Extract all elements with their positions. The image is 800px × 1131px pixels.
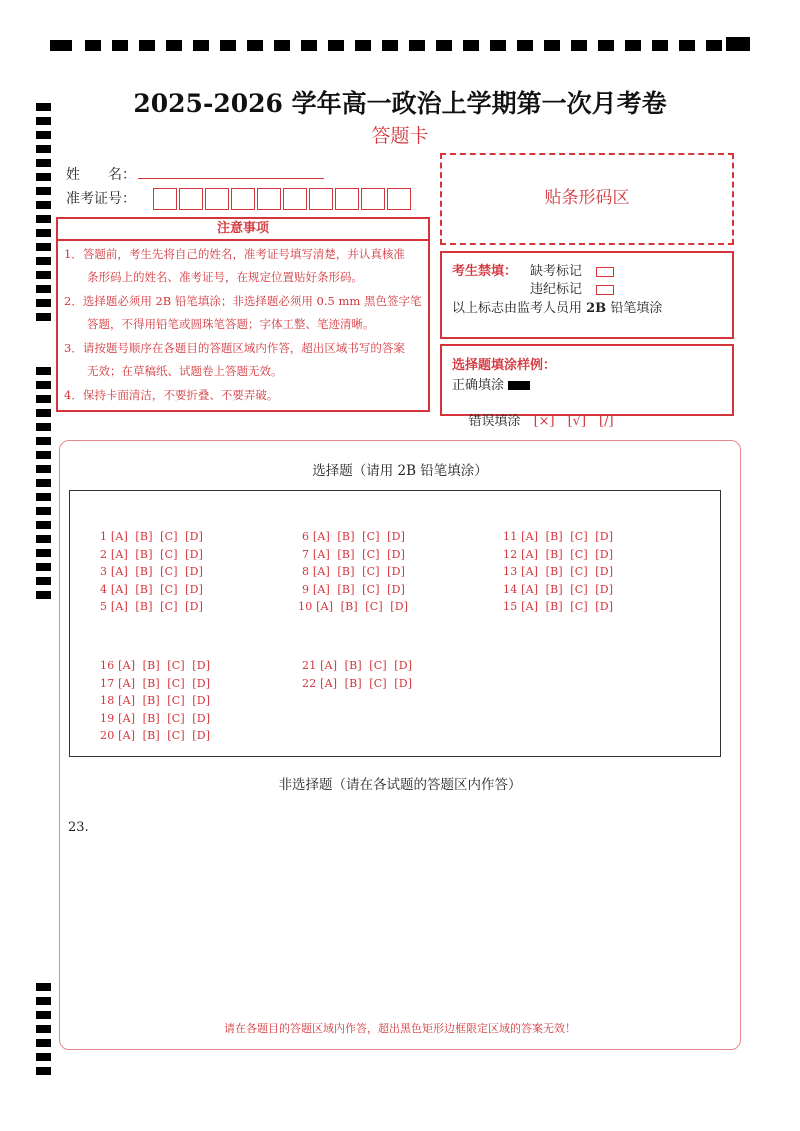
question-row[interactable] — [302, 659, 412, 672]
question-row[interactable] — [302, 565, 405, 578]
exam-id-digit-box[interactable] — [361, 188, 385, 210]
question-number: 14 — [503, 583, 518, 596]
exam-id-label: 准考证号： — [66, 191, 136, 207]
question-number: 12 — [503, 548, 518, 561]
exam-id-digit-box[interactable] — [335, 188, 359, 210]
exam-id-digit-box[interactable] — [387, 188, 411, 210]
exam-id-digit-box[interactable] — [231, 188, 255, 210]
nonchoice-section-title: 非选择题（请在各试题的答题区内作答） — [278, 777, 522, 793]
question-number: 17 — [100, 677, 115, 690]
question-options[interactable]: [A] [B] [C] [D] — [320, 659, 413, 672]
exam-id-digit-box[interactable] — [205, 188, 229, 210]
violation-mark-row — [530, 278, 614, 297]
question-row[interactable] — [503, 583, 613, 596]
question-23-answer-area[interactable] — [64, 840, 734, 1012]
question-number: 8 — [302, 565, 310, 578]
question-row[interactable] — [302, 583, 405, 596]
footer-warning: 请在各题目的答题区域内作答，超出黑色矩形边框限定区域的答案无效！ — [224, 1022, 576, 1035]
question-options[interactable]: [A] [B] [C] [D] — [118, 659, 211, 672]
correct-fill-label: 正确填涂 — [452, 378, 505, 393]
violation-mark-box[interactable] — [596, 285, 614, 295]
question-number: 16 — [100, 659, 115, 672]
question-row[interactable] — [298, 600, 408, 613]
violation-mark-label: 违纪标记 — [530, 282, 583, 297]
question-number: 6 — [302, 530, 310, 543]
question-number: 19 — [100, 712, 115, 725]
question-number: 15 — [503, 600, 518, 613]
question-options[interactable]: [A] [B] [C] [D] — [110, 530, 204, 543]
question-row[interactable] — [100, 694, 210, 707]
question-row[interactable] — [302, 548, 405, 561]
question-number: 2 — [100, 548, 108, 561]
forbidden-note — [452, 297, 662, 316]
question-options[interactable]: [A] [B] [C] [D] — [312, 565, 406, 578]
absent-mark-box[interactable] — [596, 267, 614, 277]
question-23-label: 23. — [68, 820, 89, 835]
question-options[interactable]: [A] [B] [C] [D] — [110, 548, 204, 561]
question-row[interactable] — [100, 583, 203, 596]
question-options[interactable]: [A] [B] [C] [D] — [110, 600, 204, 613]
question-options[interactable]: [A] [B] [C] [D] — [316, 600, 409, 613]
notice-item: 无效；在草稿纸、试题卷上答题无效。 — [64, 364, 283, 378]
question-number: 10 — [298, 600, 313, 613]
notice-title: 注意事项 — [58, 219, 428, 241]
question-number: 22 — [302, 677, 317, 690]
filled-sample-mark — [508, 381, 530, 390]
name-label: 姓 名： — [66, 167, 136, 183]
notice-item: 2．选择题必须用 2B 铅笔填涂；非选择题必须用 0.5 mm 黑色签字笔 — [64, 294, 422, 308]
question-options[interactable]: [A] [B] [C] [D] — [521, 600, 614, 613]
question-number: 18 — [100, 694, 115, 707]
name-field[interactable] — [138, 178, 324, 179]
question-row[interactable] — [100, 677, 210, 690]
question-row[interactable] — [100, 548, 203, 561]
notice-item: 4．保持卡面清洁，不要折叠、不要弄破。 — [64, 388, 279, 402]
question-number: 1 — [100, 530, 108, 543]
question-row[interactable] — [302, 677, 412, 690]
question-options[interactable]: [A] [B] [C] [D] — [118, 694, 211, 707]
question-options[interactable]: [A] [B] [C] [D] — [312, 548, 406, 561]
question-options[interactable]: [A] [B] [C] [D] — [312, 530, 406, 543]
question-options[interactable]: [A] [B] [C] [D] — [118, 712, 211, 725]
fill-example-box — [440, 344, 734, 429]
question-number: 11 — [503, 530, 518, 543]
question-number: 4 — [100, 583, 108, 596]
exam-id-digit-box[interactable] — [179, 188, 203, 210]
wrong-fill-marks: [×] [√] [/] — [533, 414, 614, 429]
correct-fill-row — [452, 374, 530, 393]
question-row[interactable] — [100, 729, 210, 742]
notice-item: 1．答题前，考生先将自己的姓名，准考证号填写清楚，并认真核准 — [64, 247, 405, 261]
question-row[interactable] — [100, 659, 210, 672]
notice-item: 条形码上的姓名、准考证号，在规定位置贴好条形码。 — [64, 270, 363, 284]
notice-box — [56, 217, 430, 412]
notice-item: 3．请按题号顺序在各题目的答题区域内作答，超出区域书写的答案 — [64, 341, 405, 355]
page-title: 2025-2026 学年高一政治上学期第一次月考卷 — [133, 89, 667, 118]
barcode-label: 贴条形码区 — [544, 188, 630, 208]
question-options[interactable]: [A] [B] [C] [D] — [118, 677, 211, 690]
question-number: 9 — [302, 583, 310, 596]
wrong-fill-row — [452, 395, 614, 444]
question-number: 13 — [503, 565, 518, 578]
question-options[interactable]: [A] [B] [C] [D] — [521, 548, 614, 561]
question-row[interactable] — [503, 600, 613, 613]
choice-section-title: 选择题（请用 2B 铅笔填涂） — [312, 463, 488, 479]
question-row[interactable] — [503, 548, 613, 561]
fill-example-title: 选择题填涂样例： — [452, 358, 557, 373]
wrong-fill-label: 错误填涂 — [468, 414, 521, 429]
question-row[interactable] — [100, 530, 203, 543]
question-row[interactable] — [503, 565, 613, 578]
question-options[interactable]: [A] [B] [C] [D] — [320, 677, 413, 690]
question-number: 21 — [302, 659, 317, 672]
barcode-area — [440, 153, 734, 245]
question-row[interactable] — [100, 600, 203, 613]
question-row[interactable] — [100, 565, 203, 578]
question-options[interactable]: [A] [B] [C] [D] — [110, 565, 204, 578]
question-row[interactable] — [503, 530, 613, 543]
forbidden-box — [440, 251, 734, 339]
question-options[interactable]: [A] [B] [C] [D] — [110, 583, 204, 596]
question-number: 20 — [100, 729, 115, 742]
forbidden-note-prefix: 以上标志由监考人员用 — [452, 301, 587, 316]
question-row[interactable] — [302, 530, 405, 543]
question-options[interactable]: [A] [B] [C] [D] — [118, 729, 211, 742]
question-number: 3 — [100, 565, 108, 578]
exam-id-digit-box[interactable] — [309, 188, 333, 210]
question-number: 5 — [100, 600, 108, 613]
absent-mark-row — [530, 260, 614, 279]
question-options[interactable]: [A] [B] [C] [D] — [521, 583, 614, 596]
question-row[interactable] — [100, 712, 210, 725]
exam-id-digit-box[interactable] — [257, 188, 281, 210]
forbidden-label: 考生禁填： — [452, 264, 518, 279]
forbidden-note-suffix: 铅笔填涂 — [606, 301, 663, 316]
question-options[interactable]: [A] [B] [C] [D] — [521, 565, 614, 578]
question-options[interactable]: [A] [B] [C] [D] — [521, 530, 614, 543]
question-number: 7 — [302, 548, 310, 561]
exam-id-digit-box[interactable] — [283, 188, 307, 210]
forbidden-note-bold: 2B — [586, 301, 607, 316]
page-subtitle: 答题卡 — [371, 125, 429, 147]
exam-id-digit-box[interactable] — [153, 188, 177, 210]
notice-item: 答题，不得用铅笔或圆珠笔答题；字体工整、笔迹清晰。 — [64, 317, 375, 331]
absent-mark-label: 缺考标记 — [530, 264, 583, 279]
question-options[interactable]: [A] [B] [C] [D] — [312, 583, 406, 596]
